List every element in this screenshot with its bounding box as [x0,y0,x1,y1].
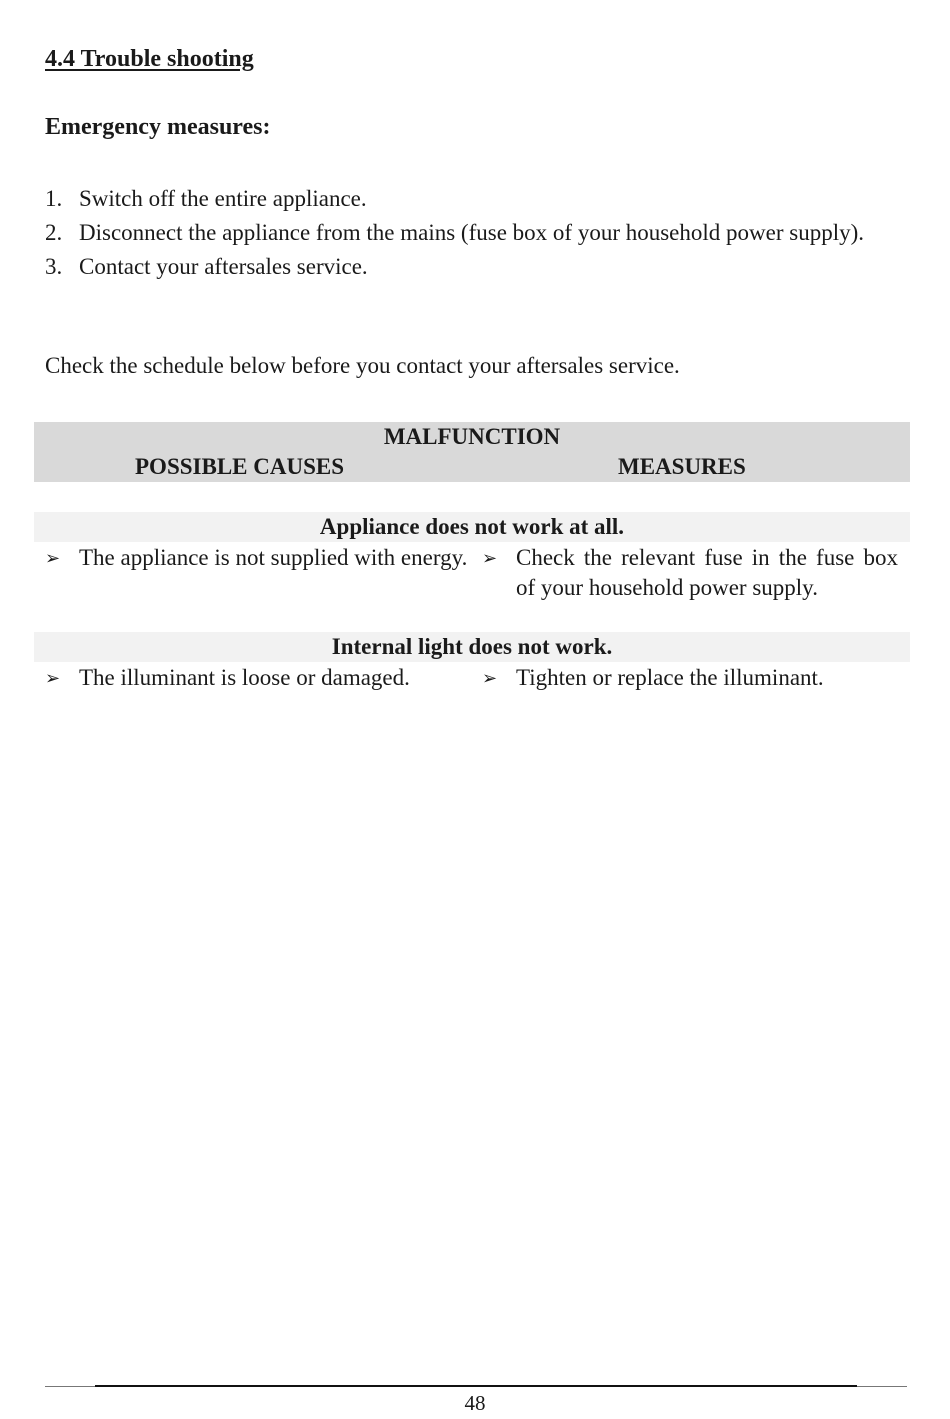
page-number: 48 [464,1391,486,1415]
measure-cell [482,663,936,693]
emergency-steps-list [45,182,905,284]
cause-cell [45,663,479,693]
step-text: Disconnect the appliance from the mains (fuse box of your household power supply). [79,220,864,245]
emergency-heading: Emergency measures: [45,114,271,140]
cause-text: The illuminant is loose or damaged. [79,665,410,690]
measure-cell [482,543,898,603]
fault-row-header: Internal light does not work. [34,632,910,662]
cause-text: The appliance is not supplied with energy. [79,545,468,570]
possible-causes-header: POSSIBLE CAUSES [135,454,344,479]
measure-text: Tighten or replace the illuminant. [516,665,824,690]
step-number: 1. [45,186,63,211]
cause-cell [45,543,475,573]
step-text: Switch off the entire appliance. [79,186,367,211]
list-item [45,250,905,284]
arrowhead-bullet-icon: ➢ [45,668,61,688]
measures-header: MEASURES [618,454,746,479]
check-schedule-note: Check the schedule below before you contact your aftersales service. [45,353,680,378]
step-number: 3. [45,254,63,279]
list-item [45,216,905,250]
step-number: 2. [45,220,63,245]
arrowhead-bullet-icon: ➢ [45,548,61,568]
arrowhead-bullet-icon: ➢ [482,548,498,568]
measure-text: Check the relevant fuse in the fuse box of your household power supply. [516,545,898,600]
footer-divider-bold [95,1385,857,1387]
section-title: 4.4 Trouble shooting [45,46,254,72]
troubleshooting-table-header [34,422,910,482]
list-item [45,182,905,216]
step-text: Contact your aftersales service. [79,254,368,279]
malfunction-header: MALFUNCTION [383,424,561,449]
fault-row-header: Appliance does not work at all. [34,512,910,542]
arrowhead-bullet-icon: ➢ [482,668,498,688]
